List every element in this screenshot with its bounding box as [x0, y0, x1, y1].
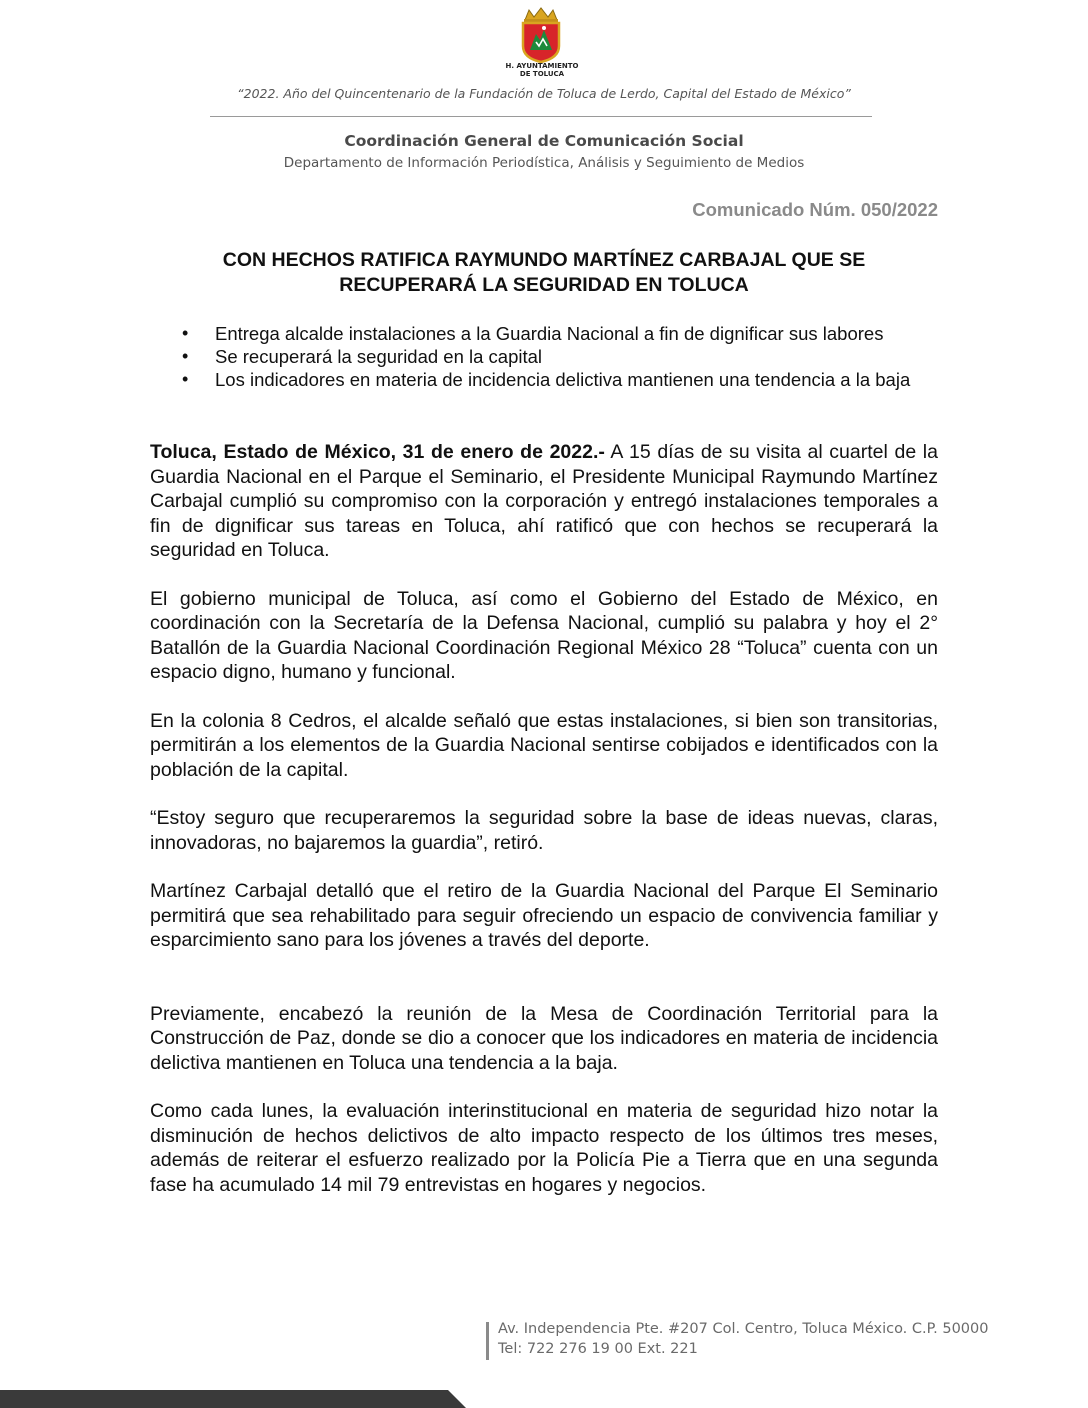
department-title: Coordinación General de Comunicación Social	[344, 132, 744, 150]
headline-line1: CON HECHOS RATIFICA RAYMUNDO MARTÍNEZ CARBAJAL QUE SE	[222, 249, 866, 271]
bullet-icon: •	[182, 369, 189, 389]
summary-bullet-text: Entrega alcalde instalaciones a la Guardia Nacional a fin de dignificar sus labores	[215, 323, 884, 344]
summary-bullet-text: Los indicadores en materia de incidencia delictiva mantienen una tendencia a la baja	[215, 369, 911, 390]
press-release-body	[150, 440, 938, 1221]
department-subtitle: Departamento de Información Periodística, Análisis y Seguimiento de Medios	[283, 155, 805, 171]
body-paragraph: Previamente, encabezó la reunión de la Mesa de Coordinación Territorial para la Construcción de Paz, donde se dio a conocer que los indicadores en materia de incidencia delictiva mantienen en Toluca una tendencia a la baja.	[150, 1002, 938, 1074]
year-motto: “2022. Año del Quincentenario de la Fundación de Toluca de Lerdo, Capital del Estado de México”	[237, 86, 851, 101]
body-paragraph: Martínez Carbajal detalló que el retiro de la Guardia Nacional del Parque El Seminario permitirá que sea rehabilitado para seguir ofreciendo un espacio de convivencia familiar y esparcimiento sano para los jóvenes a través del deporte.	[150, 880, 938, 951]
release-number: Comunicado Núm. 050/2022	[692, 199, 938, 220]
summary-bullet	[172, 368, 932, 391]
footer-stripe	[0, 1386, 1088, 1408]
bullet-icon: •	[182, 346, 189, 366]
footer-address: Av. Independencia Pte. #207 Col. Centro, Toluca México. C.P. 50000	[498, 1321, 989, 1337]
summary-bullet-text: Se recuperará la seguridad en la capital	[215, 346, 543, 367]
logo-caption-line2: DE TOLUCA	[519, 70, 565, 78]
paragraph-text: A 15 días de su visita al cuartel de la Guardia Nacional en el Parque el Seminario, el Presidente Municipal Raymundo Martínez Carbajal cumplió su compromiso con la corporación y entregó instalaciones temporales a fin de dignificar sus tareas en Toluca, ahí ratificó que con hechos se recuperará la seguridad en Toluca.	[150, 441, 938, 561]
summary-bullet	[172, 322, 932, 345]
headline-line2: RECUPERARÁ LA SEGURIDAD EN TOLUCA	[339, 274, 749, 296]
headline	[150, 248, 938, 298]
body-paragraph: Como cada lunes, la evaluación interinstitucional en materia de seguridad hizo notar la disminución de hechos delictivos de alto impacto respecto de los últimos tres meses, además de reiterar el esfuerzo realizado por la Policía Pie a Tierra que en una segunda fase ha acumulado 14 mil 79 entrevistas en hogares y negocios.	[150, 1100, 938, 1196]
footer-phone: Tel: 722 276 19 00 Ext. 221	[498, 1341, 698, 1357]
body-paragraph: En la colonia 8 Cedros, el alcalde señaló que estas instalaciones, si bien son transitorias, permitirán a los elementos de la Guardia Nacional sentirse cobijados e identificados con la población de la capital.	[150, 709, 938, 781]
footer-accent-bar	[486, 1322, 489, 1360]
header-divider	[210, 116, 872, 117]
summary-bullet	[172, 345, 932, 368]
body-paragraph: “Estoy seguro que recuperaremos la seguridad sobre la base de ideas nuevas, claras, innovadoras, no bajaremos la guardia”, retiró.	[150, 807, 938, 854]
body-paragraph: El gobierno municipal de Toluca, así como el Gobierno del Estado de México, en coordinación con la Secretaría de la Defensa Nacional, cumplió su palabra y hoy el 2° Batallón de la Guardia Nacional Coordinación Regional México 28 “Toluca” cuenta con un espacio digno, humano y funcional.	[150, 587, 938, 683]
summary-bullet-list	[172, 322, 932, 391]
bullet-icon: •	[182, 323, 189, 343]
logo-caption	[480, 62, 604, 78]
body-paragraph	[150, 440, 938, 563]
logo-caption-line1: H. AYUNTAMIENTO	[505, 62, 579, 70]
dateline: Toluca, Estado de México, 31 de enero de 2022.-	[150, 441, 605, 463]
